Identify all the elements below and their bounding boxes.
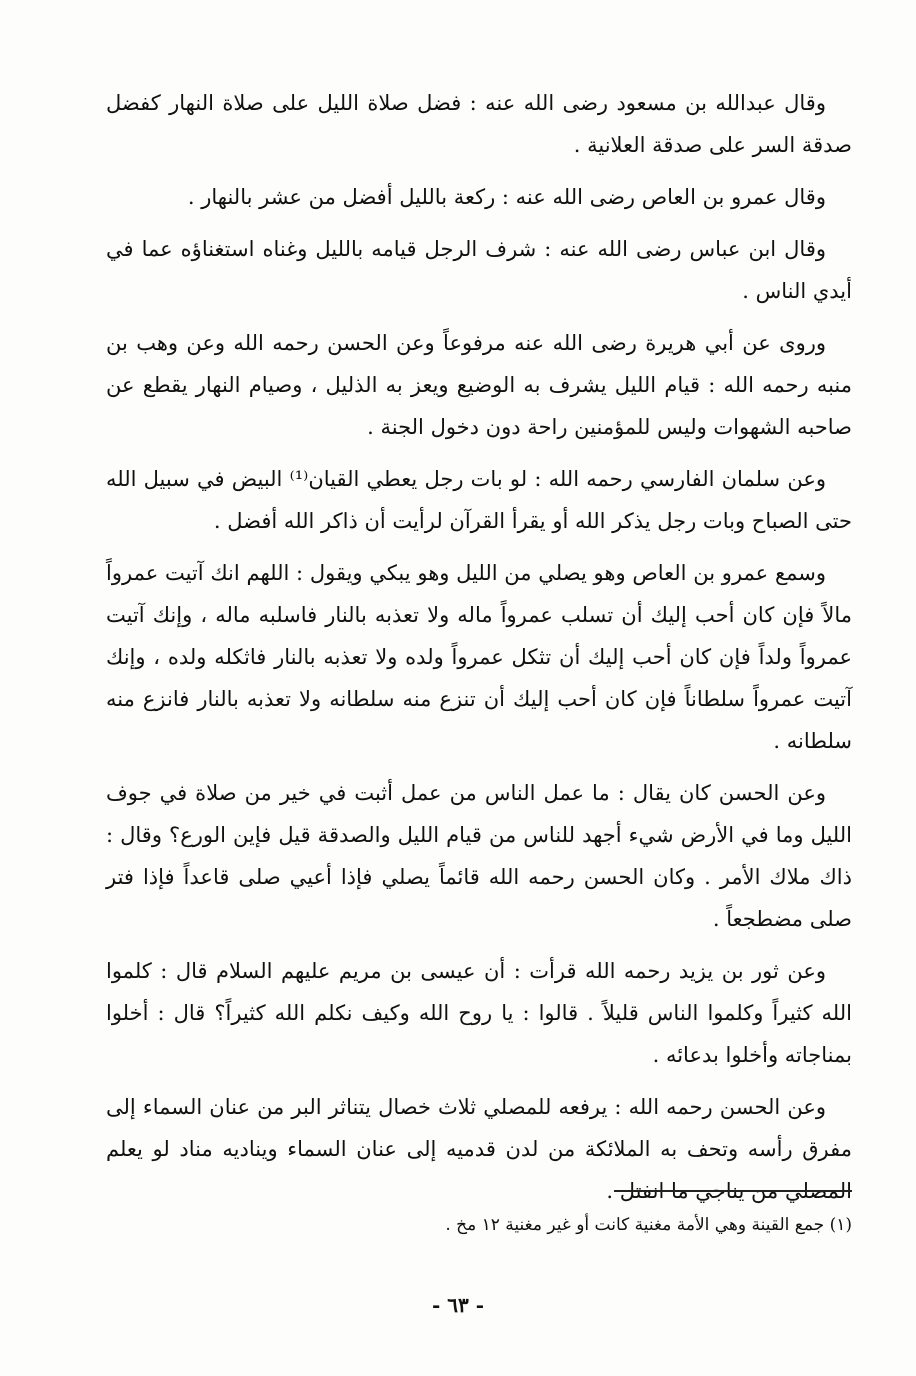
paragraph-amr-prayer: وسمع عمرو بن العاص وهو يصلي من الليل وهو يبكي ويقول : اللهم انك آتيت عمرواً مالاً فإن كان أحب إليك أن تسلب عمرواً ماله ولا تعذبه بالنار فاسلبه ماله ، وإنك آتيت عمرواً ولداً فإن كان أحب إليك أن تثكل عمرواً ولده ولا تعذبه بالنار فاثكله ولده ، وإنك آتيت عمرواً سلطاناً فإن كان أحب إليك أن تنزع منه سلطانه ولا تعذبه بالنار فانزع منه سلطانه .: [106, 561, 852, 753]
footnote-divider: [614, 1190, 852, 1192]
paragraph-hasan-1: وعن الحسن كان يقال : ما عمل الناس من عمل أثبت في خير من صلاة في جوف الليل وما في الأرض شيء أجهد للناس من قيام الليل والصدقة قيل فإين الورع؟ وقال : ذاك ملاك الأمر . وكان الحسن رحمه الله قائماً يصلي فإذا أعيي صلى قاعداً فإذا فتر صلى مضطجعاً .: [106, 781, 852, 931]
paragraph-ibn-masud: وقال عبدالله بن مسعود رضى الله عنه : فضل صلاة الليل على صلاة النهار كفضل صدقة السر على صدقة العلانية .: [106, 91, 852, 157]
footnote: (١) جمع القينة وهي الأمة مغنية كانت أو غير مغنية ١٢ مخ .: [445, 1215, 852, 1235]
paragraph-amr-ibn-al-as: وقال عمرو بن العاص رضى الله عنه : ركعة بالليل أفضل من عشر بالنهار .: [187, 185, 826, 209]
paragraph-hasan-2: وعن الحسن رحمه الله : يرفعه للمصلي ثلاث خصال يتناثر البر من عنان السماء إلى مفرق رأسه وتحف به الملائكة من لدن قدميه إلى عنان السماء ويناديه مناد لو يعلم المصلي من يناجي ما انفتل .: [106, 1095, 852, 1203]
page-number: - ٦٣ -: [431, 1293, 484, 1317]
paragraph-abu-hurayra: وروى عن أبي هريرة رضى الله عنه مرفوعاً وعن الحسن رحمه الله وعن وهب بن منبه رحمه الله : قيام الليل يشرف به الوضيع ويعز به الذليل ، وصيام النهار يقطع عن صاحبه الشهوات وليس للمؤمنين راحة دون دخول الجنة .: [106, 331, 852, 439]
paragraph-ibn-abbas: وقال ابن عباس رضى الله عنه : شرف الرجل قيامه بالليل وغناه استغناؤه عما في أيدي الناس .: [106, 237, 852, 303]
paragraph-thawr: وعن ثور بن يزيد رحمه الله قرأت : أن عيسى بن مريم عليهم السلام قال : كلموا الله كثيراً وكلموا الناس قليلاً . قالوا : يا روح الله وكيف نكلم الله كثيراً؟ قال : أخلوا بمناجاته وأخلوا بدعائه .: [106, 959, 852, 1067]
paragraph-salman: وعن سلمان الفارسي رحمه الله : لو بات رجل يعطي القيان⁽¹⁾ البيض في سبيل الله حتى الصباح وبات رجل يذكر الله أو يقرأ القرآن لرأيت أن ذاكر الله أفضل .: [106, 467, 852, 533]
main-text: [106, 82, 852, 1222]
